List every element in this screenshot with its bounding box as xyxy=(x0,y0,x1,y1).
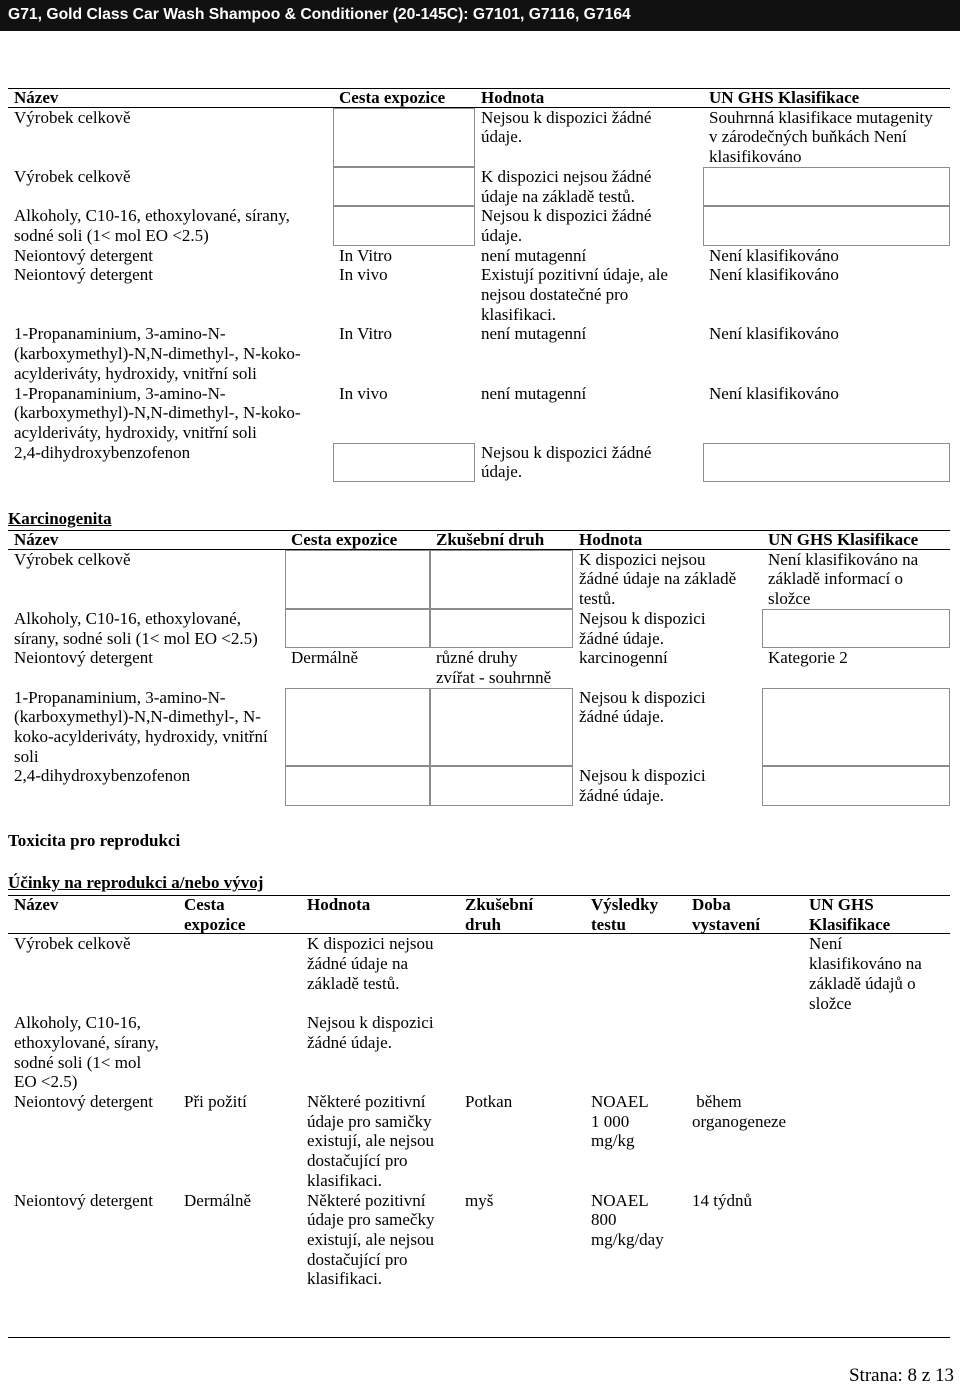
table-row xyxy=(8,384,950,443)
column-header-route: Cesta expozice xyxy=(333,88,475,108)
table-row xyxy=(8,443,950,482)
route-cell: In vivo xyxy=(339,265,388,285)
table-row xyxy=(8,108,950,167)
table-row xyxy=(8,324,950,383)
classification-cell: Kategorie 2 xyxy=(768,648,848,668)
table-row xyxy=(8,766,950,805)
value-cell: Nejsou k dispozici žádné údaje. xyxy=(481,206,652,245)
value-cell: K dispozici nejsou žádné údaje na základě testů. xyxy=(579,549,737,609)
name-cell: Neiontový detergent xyxy=(14,648,153,668)
document-title: G71, Gold Class Car Wash Shampoo & Conditioner (20-145C): G7101, G7116, G7164 xyxy=(8,6,631,23)
species-cell xyxy=(459,1013,585,1092)
species-cell xyxy=(430,766,573,805)
section-heading-reproductive-toxicity: Toxicita pro reprodukci xyxy=(8,831,181,850)
value-cell: Nejsou k dispozici žádné údaje. xyxy=(481,442,652,482)
name-cell: Alkoholy, C10-16, ethoxylované, sírany, sodné soli (1< mol EO <2.5) xyxy=(14,1013,159,1092)
value-cell: K dispozici nejsou žádné údaje na základě testů. xyxy=(481,166,652,206)
value-cell: není mutagenní xyxy=(481,245,587,265)
exposure-duration-cell: během organogeneze xyxy=(692,1092,787,1131)
name-cell: Výrobek celkově xyxy=(14,934,131,954)
table-row xyxy=(8,206,950,245)
table-header-row xyxy=(8,530,950,550)
table-row xyxy=(8,550,950,609)
name-cell: Neiontový detergent xyxy=(14,265,153,285)
classification-cell: Není klasifikováno xyxy=(709,245,839,265)
classification-cell xyxy=(762,766,950,805)
value-cell: Nejsou k dispozici žádné údaje. xyxy=(481,107,652,147)
section-heading-carcinogenicity: Karcinogenita xyxy=(8,509,112,528)
classification-cell: Není klasifikováno xyxy=(709,324,839,344)
classification-cell xyxy=(803,1013,950,1092)
value-cell: Některé pozitivní údaje pro samečky existují, ale nejsou dostačující pro klasifikaci. xyxy=(307,1190,435,1289)
table-row xyxy=(8,265,950,324)
name-cell: Neiontový detergent xyxy=(14,1092,153,1112)
name-cell: Neiontový detergent xyxy=(14,245,153,265)
species-cell xyxy=(430,609,573,648)
exposure-duration-cell: 14 týdnů xyxy=(692,1190,752,1210)
route-cell: Dermálně xyxy=(184,1190,252,1210)
name-cell: Výrobek celkově xyxy=(14,549,131,569)
route-cell xyxy=(178,1013,301,1092)
footer-divider xyxy=(8,1337,950,1338)
table-row xyxy=(8,648,950,687)
value-cell: karcinogenní xyxy=(579,648,668,668)
column-header-route: Cesta expozice xyxy=(285,530,430,550)
species-cell xyxy=(430,688,573,767)
column-header-value: Hodnota xyxy=(301,895,459,934)
route-cell xyxy=(333,443,475,482)
classification-cell xyxy=(703,443,950,482)
mutagenicity-table xyxy=(8,88,950,482)
route-cell: Při požití xyxy=(184,1092,247,1112)
value-cell: Nejsou k dispozici žádné údaje. xyxy=(579,766,706,806)
name-cell: Alkoholy, C10-16, ethoxylované, sírany, sodné soli (1< mol EO <2.5) xyxy=(14,206,290,245)
carcinogenicity-table xyxy=(8,530,950,806)
reproduction-table xyxy=(8,895,950,1289)
species-cell xyxy=(459,934,585,1013)
column-header-name: Název xyxy=(8,530,285,550)
species-cell xyxy=(430,550,573,609)
route-cell xyxy=(333,206,475,245)
name-cell: 2,4-dihydroxybenzofenon xyxy=(14,766,191,786)
column-header-test-result: Výsledky testu xyxy=(585,895,686,934)
name-cell: 2,4-dihydroxybenzofenon xyxy=(14,442,191,462)
route-cell: In Vitro xyxy=(339,324,392,344)
column-header-classification: UN GHS Klasifikace xyxy=(803,895,950,934)
value-cell: není mutagenní xyxy=(481,383,587,403)
classification-cell xyxy=(803,1092,950,1191)
page-number: Strana: 8 z 13 xyxy=(848,1365,954,1386)
table-row xyxy=(8,1191,950,1290)
name-cell: 1-Propanaminium, 3-amino-N- (karboxymethyl)-N,N-dimethyl-, N-koko- acylderiváty, hydroxidy, vnitřní soli xyxy=(14,324,301,383)
name-cell: 1-Propanaminium, 3-amino-N- (karboxymethyl)-N,N-dimethyl-, N-koko- acylderiváty, hydroxidy, vnitřní soli xyxy=(14,383,301,442)
value-cell: Nejsou k dispozici žádné údaje. xyxy=(579,687,706,727)
table-row xyxy=(8,609,950,648)
classification-cell xyxy=(762,609,950,648)
column-header-species: Zkušební druh xyxy=(430,530,573,550)
route-cell xyxy=(285,550,430,609)
name-cell: Výrobek celkově xyxy=(14,107,131,127)
column-header-name: Název xyxy=(8,895,178,934)
table-header-row xyxy=(8,895,950,934)
test-result-cell xyxy=(585,1013,686,1092)
classification-cell xyxy=(803,1191,950,1290)
classification-cell: Není klasifikováno xyxy=(709,265,839,285)
column-header-value: Hodnota xyxy=(475,88,703,108)
value-cell: Nejsou k dispozici žádné údaje. xyxy=(307,1013,434,1052)
document-header-bar xyxy=(0,0,960,31)
classification-cell: Souhrnná klasifikace mutagenity v zárodečných buňkách Není klasifikováno xyxy=(709,107,933,167)
exposure-duration-cell xyxy=(686,1013,803,1092)
classification-cell xyxy=(762,688,950,767)
table-row xyxy=(8,688,950,767)
route-cell xyxy=(333,167,475,206)
test-result-cell: NOAEL 800 mg/kg/day xyxy=(591,1190,664,1249)
test-result-cell xyxy=(585,934,686,1013)
table-row xyxy=(8,934,950,1013)
value-cell: Existují pozitivní údaje, ale nejsou dostatečné pro klasifikaci. xyxy=(481,265,668,324)
column-header-exposure-duration: Doba vystavení xyxy=(686,895,803,934)
classification-cell: Není klasifikováno xyxy=(709,383,839,403)
route-cell xyxy=(285,766,430,805)
classification-cell: Není klasifikováno na základě údajů o složce xyxy=(809,934,922,1013)
column-header-route: Cesta expozice xyxy=(178,895,301,934)
test-result-cell: NOAEL 1 000 mg/kg xyxy=(591,1092,649,1151)
table-row xyxy=(8,1013,950,1092)
column-header-species: Zkušební druh xyxy=(459,895,585,934)
route-cell xyxy=(178,934,301,1013)
column-header-classification: UN GHS Klasifikace xyxy=(703,88,950,108)
route-cell: In vivo xyxy=(339,383,388,403)
route-cell xyxy=(285,609,430,648)
route-cell xyxy=(333,108,475,167)
value-cell: K dispozici nejsou žádné údaje na základě testů. xyxy=(307,934,434,993)
table-row xyxy=(8,167,950,206)
name-cell: 1-Propanaminium, 3-amino-N- (karboxymethyl)-N,N-dimethyl-, N- koko-acylderiváty, hydroxidy, vnitřní soli xyxy=(14,687,268,766)
route-cell: In Vitro xyxy=(339,245,392,265)
exposure-duration-cell xyxy=(686,934,803,1013)
name-cell: Alkoholy, C10-16, ethoxylované, sírany, sodné soli (1< mol EO <2.5) xyxy=(14,608,258,648)
route-cell xyxy=(285,688,430,767)
table-row xyxy=(8,1092,950,1191)
route-cell: Dermálně xyxy=(291,648,359,668)
classification-cell xyxy=(703,167,950,206)
classification-cell xyxy=(703,206,950,245)
value-cell: Nejsou k dispozici žádné údaje. xyxy=(579,608,706,648)
subsection-heading-reproduction-effects: Účinky na reprodukci a/nebo vývoj xyxy=(8,873,264,892)
value-cell: není mutagenní xyxy=(481,324,587,344)
column-header-classification: UN GHS Klasifikace xyxy=(762,530,950,550)
column-header-name: Název xyxy=(8,88,333,108)
value-cell: Některé pozitivní údaje pro samičky existují, ale nejsou dostačující pro klasifikaci. xyxy=(307,1092,435,1190)
classification-cell: Není klasifikováno na základě informací o složce xyxy=(768,549,919,609)
species-cell: myš xyxy=(465,1190,494,1210)
name-cell: Výrobek celkově xyxy=(14,166,131,186)
species-cell: různé druhy zvířat - souhrnně xyxy=(436,648,552,687)
table-header-row xyxy=(8,88,950,108)
column-header-value: Hodnota xyxy=(573,530,762,550)
species-cell: Potkan xyxy=(465,1092,513,1112)
name-cell: Neiontový detergent xyxy=(14,1190,153,1210)
table-row xyxy=(8,246,950,266)
